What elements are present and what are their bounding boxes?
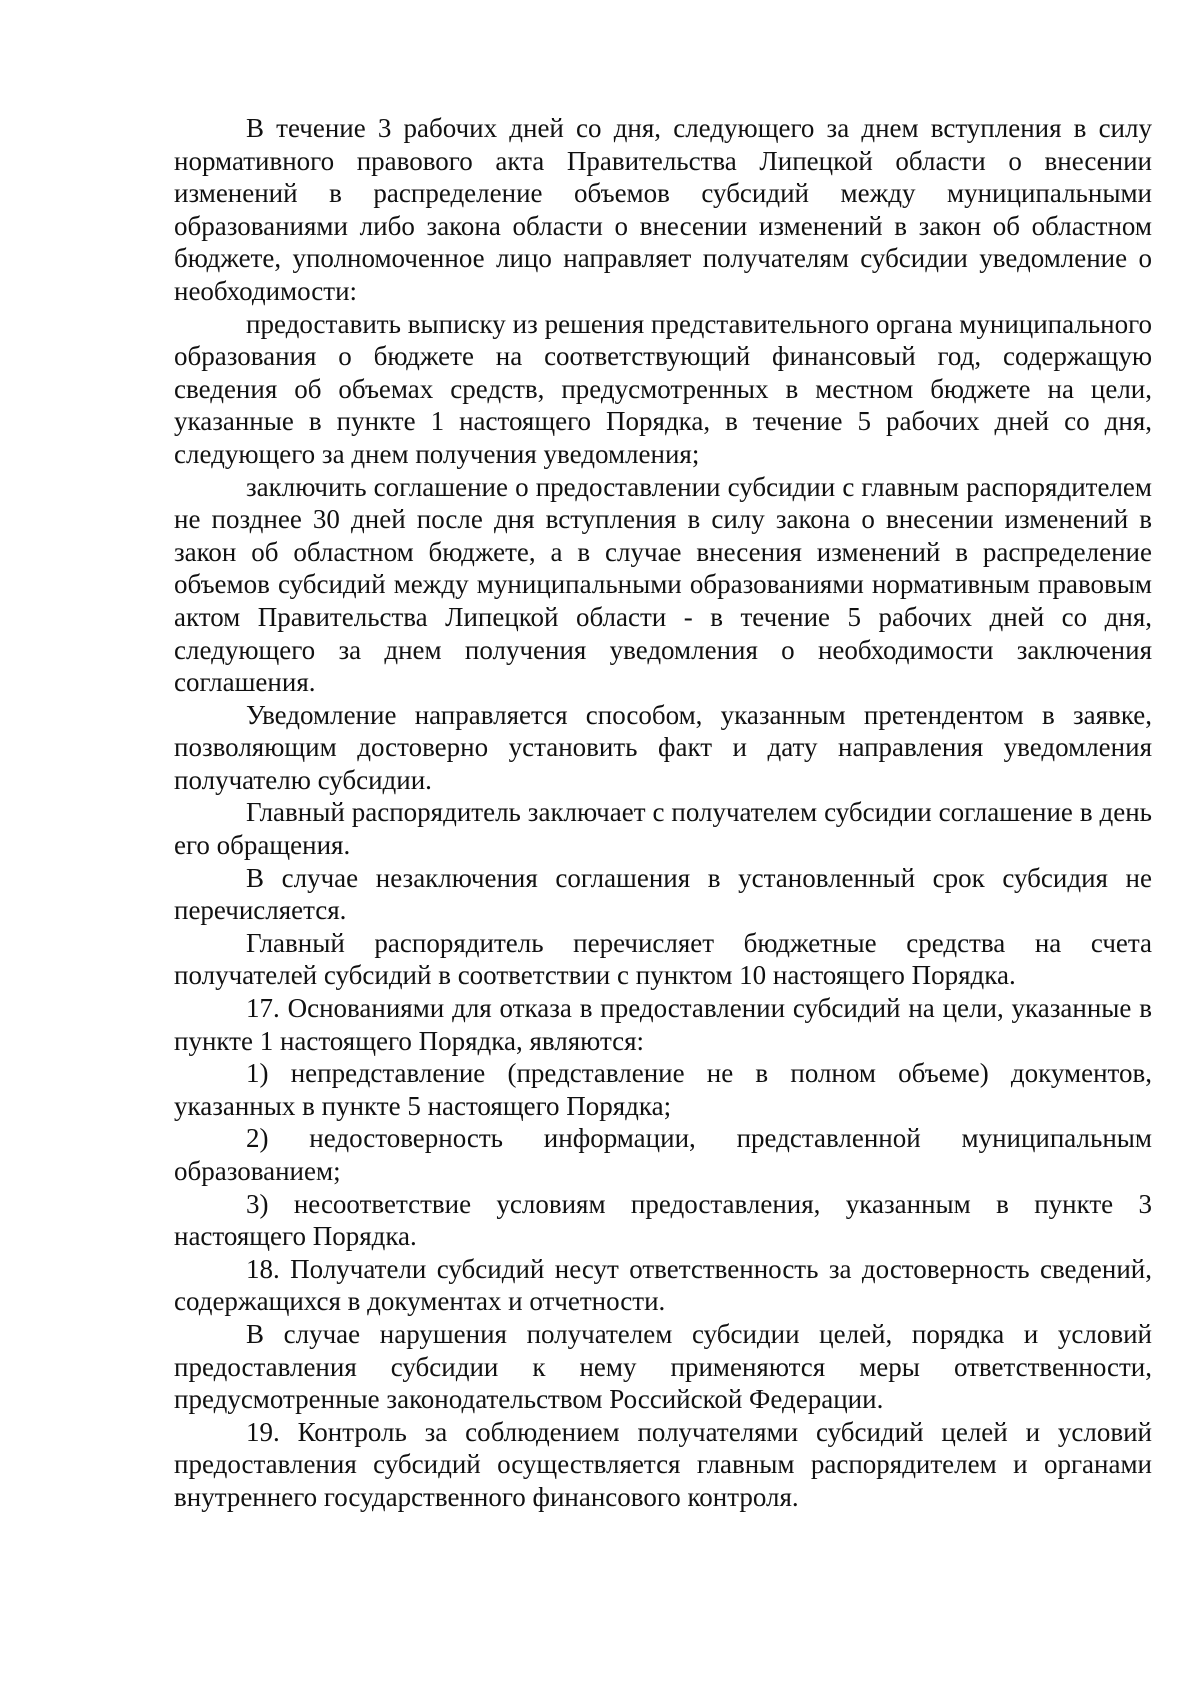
paragraph: Главный распорядитель перечисляет бюджетные средства на счета получателей субсидий в соответствии с пунктом 10 настоящего Порядка. — [174, 927, 1152, 991]
paragraph: 3) несоответствие условиям предоставления, указанным в пункте 3 настоящего Порядка. — [174, 1188, 1152, 1252]
paragraph: предоставить выписку из решения представительного органа муниципального образования о бюджете на соответствующий финансовый год, содержащую сведения об объемах средств, предусмотренных в местном бюджете на цели, указанные в пункте 1 настоящего Порядка, в течение 5 рабочих дней со дня, следующего за днем получения уведомления; — [174, 308, 1152, 469]
paragraph: 19. Контроль за соблюдением получателями субсидий целей и условий предоставления субсидий осуществляется главным распорядителем и органами внутреннего государственного финансового контроля. — [174, 1416, 1152, 1512]
paragraph: В случае нарушения получателем субсидии целей, порядка и условий предоставления субсидии к нему применяются меры ответственности, предусмотренные законодательством Российской Федерации. — [174, 1318, 1152, 1415]
paragraph: В случае незаключения соглашения в установленный срок субсидия не перечисляется. — [174, 862, 1152, 926]
paragraph: 1) непредставление (представление не в полном объеме) документов, указанных в пункте 5 настоящего Порядка; — [174, 1058, 1152, 1121]
paragraph: 2) недостоверность информации, представленной муниципальным образованием; — [174, 1123, 1152, 1186]
document-body — [174, 112, 1152, 1514]
paragraph: Главный распорядитель заключает с получателем субсидии соглашение в день его обращения. — [174, 797, 1152, 861]
paragraph: Уведомление направляется способом, указанным претендентом в заявке, позволяющим достоверно установить факт и дату направления уведомления получателю субсидии. — [174, 699, 1152, 795]
paragraph: заключить соглашение о предоставлении субсидии с главным распорядителем не позднее 30 дней после дня вступления в силу закона о внесении изменений в закон об областном бюджете, а в случае внесения изменений в распределение объемов субсидий между муниципальными образованиями нормативным правовым актом Правительства Липецкой области - в течение 5 рабочих дней со дня, следующего за днем получения уведомления о необходимости заключения соглашения. — [174, 471, 1152, 698]
paragraph: В течение 3 рабочих дней со дня, следующего за днем вступления в силу нормативного правового акта Правительства Липецкой области о внесении изменений в распределение объемов субсидий между муниципальными образованиями либо закона области о внесении изменений в закон об областном бюджете, уполномоченное лицо направляет получателям субсидии уведомление о необходимости: — [174, 113, 1152, 306]
paragraph: 18. Получатели субсидий несут ответственность за достоверность сведений, содержащихся в документах и отчетности. — [174, 1253, 1152, 1317]
paragraph: 17. Основаниями для отказа в предоставлении субсидий на цели, указанные в пункте 1 настоящего Порядка, являются: — [174, 993, 1152, 1056]
